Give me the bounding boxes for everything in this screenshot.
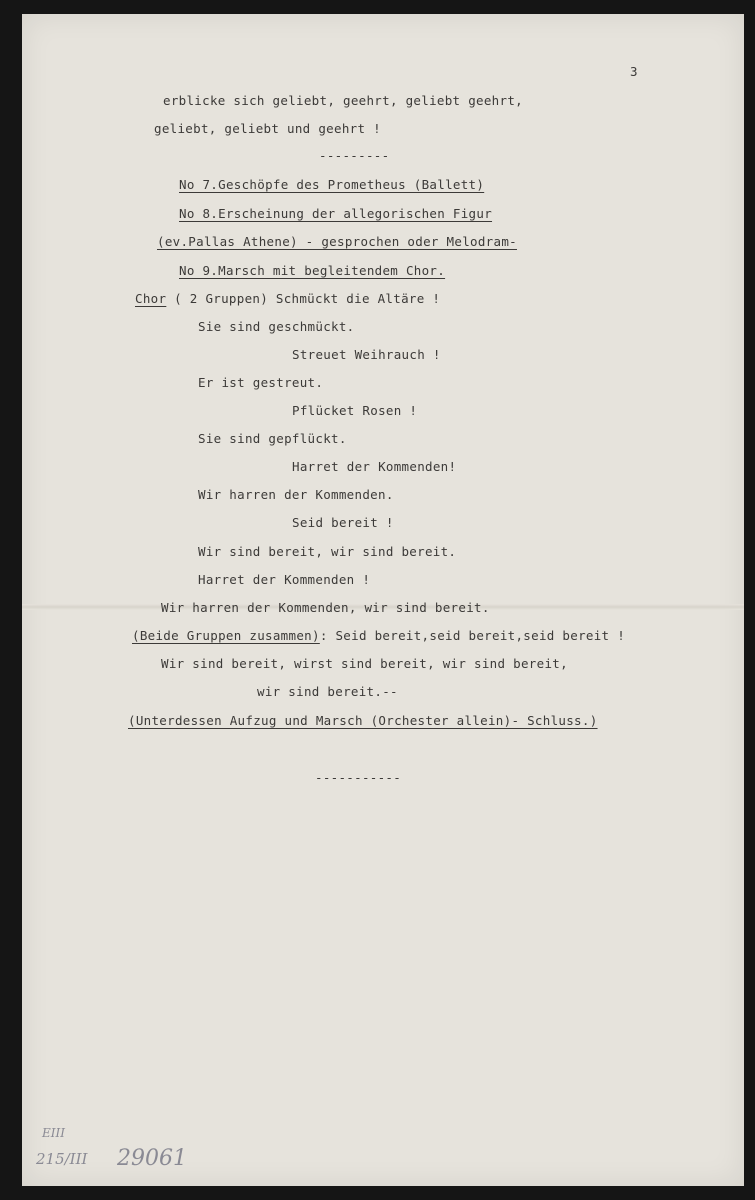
archive-mark: 215/III xyxy=(36,1150,88,1168)
text-line: geliebt, geliebt und geehrt ! xyxy=(154,121,381,136)
text-line: Seid bereit ! xyxy=(292,515,394,530)
heading-no7: No 7.Geschöpfe des Prometheus (Ballett) xyxy=(179,177,485,192)
heading-pallas: (ev.Pallas Athene) - gesprochen oder Melodram- xyxy=(157,234,517,249)
text-line: Pflücket Rosen ! xyxy=(292,403,418,418)
beide-gruppen-label: (Beide Gruppen zusammen) xyxy=(132,628,320,643)
document-page xyxy=(22,14,744,1186)
text-line: Wir sind bereit, wirst sind bereit, wir sind bereit, xyxy=(161,656,568,671)
chor-label: Chor xyxy=(135,291,167,306)
text-line: wir sind bereit.-- xyxy=(257,684,398,699)
text-line: Er ist gestreut. xyxy=(198,375,324,390)
archive-mark: EIII xyxy=(42,1126,65,1140)
text-line: Wir harren der Kommenden, wir sind bereit. xyxy=(161,600,490,615)
text-line: Streuet Weihrauch ! xyxy=(292,347,441,362)
text-line: Sie sind gepflückt. xyxy=(198,431,347,446)
beide-gruppen-text: : Seid bereit,seid bereit,seid bereit ! xyxy=(319,628,626,643)
text-line: Wir harren der Kommenden. xyxy=(198,487,394,502)
separator-line: --------- xyxy=(319,148,390,163)
text-line: erblicke sich geliebt, geehrt, geliebt geehrt, xyxy=(163,93,523,108)
text-line: Harret der Kommenden ! xyxy=(198,572,371,587)
text-line: Harret der Kommenden! xyxy=(292,459,457,474)
chor-text: ( 2 Gruppen) Schmückt die Altäre ! xyxy=(166,291,441,306)
chor-line xyxy=(135,291,440,306)
closing-line: (Unterdessen Aufzug und Marsch (Orchester allein)- Schluss.) xyxy=(128,713,598,728)
beide-gruppen-line xyxy=(132,628,625,643)
end-separator: ----------- xyxy=(315,770,402,785)
text-line: Sie sind geschmückt. xyxy=(198,319,355,334)
heading-no9: No 9.Marsch mit begleitendem Chor. xyxy=(179,263,446,278)
text-line: Wir sind bereit, wir sind bereit. xyxy=(198,544,457,559)
archive-number: 29061 xyxy=(117,1146,187,1171)
page-number: 3 xyxy=(630,64,638,79)
heading-no8: No 8.Erscheinung der allegorischen Figur xyxy=(179,206,493,221)
